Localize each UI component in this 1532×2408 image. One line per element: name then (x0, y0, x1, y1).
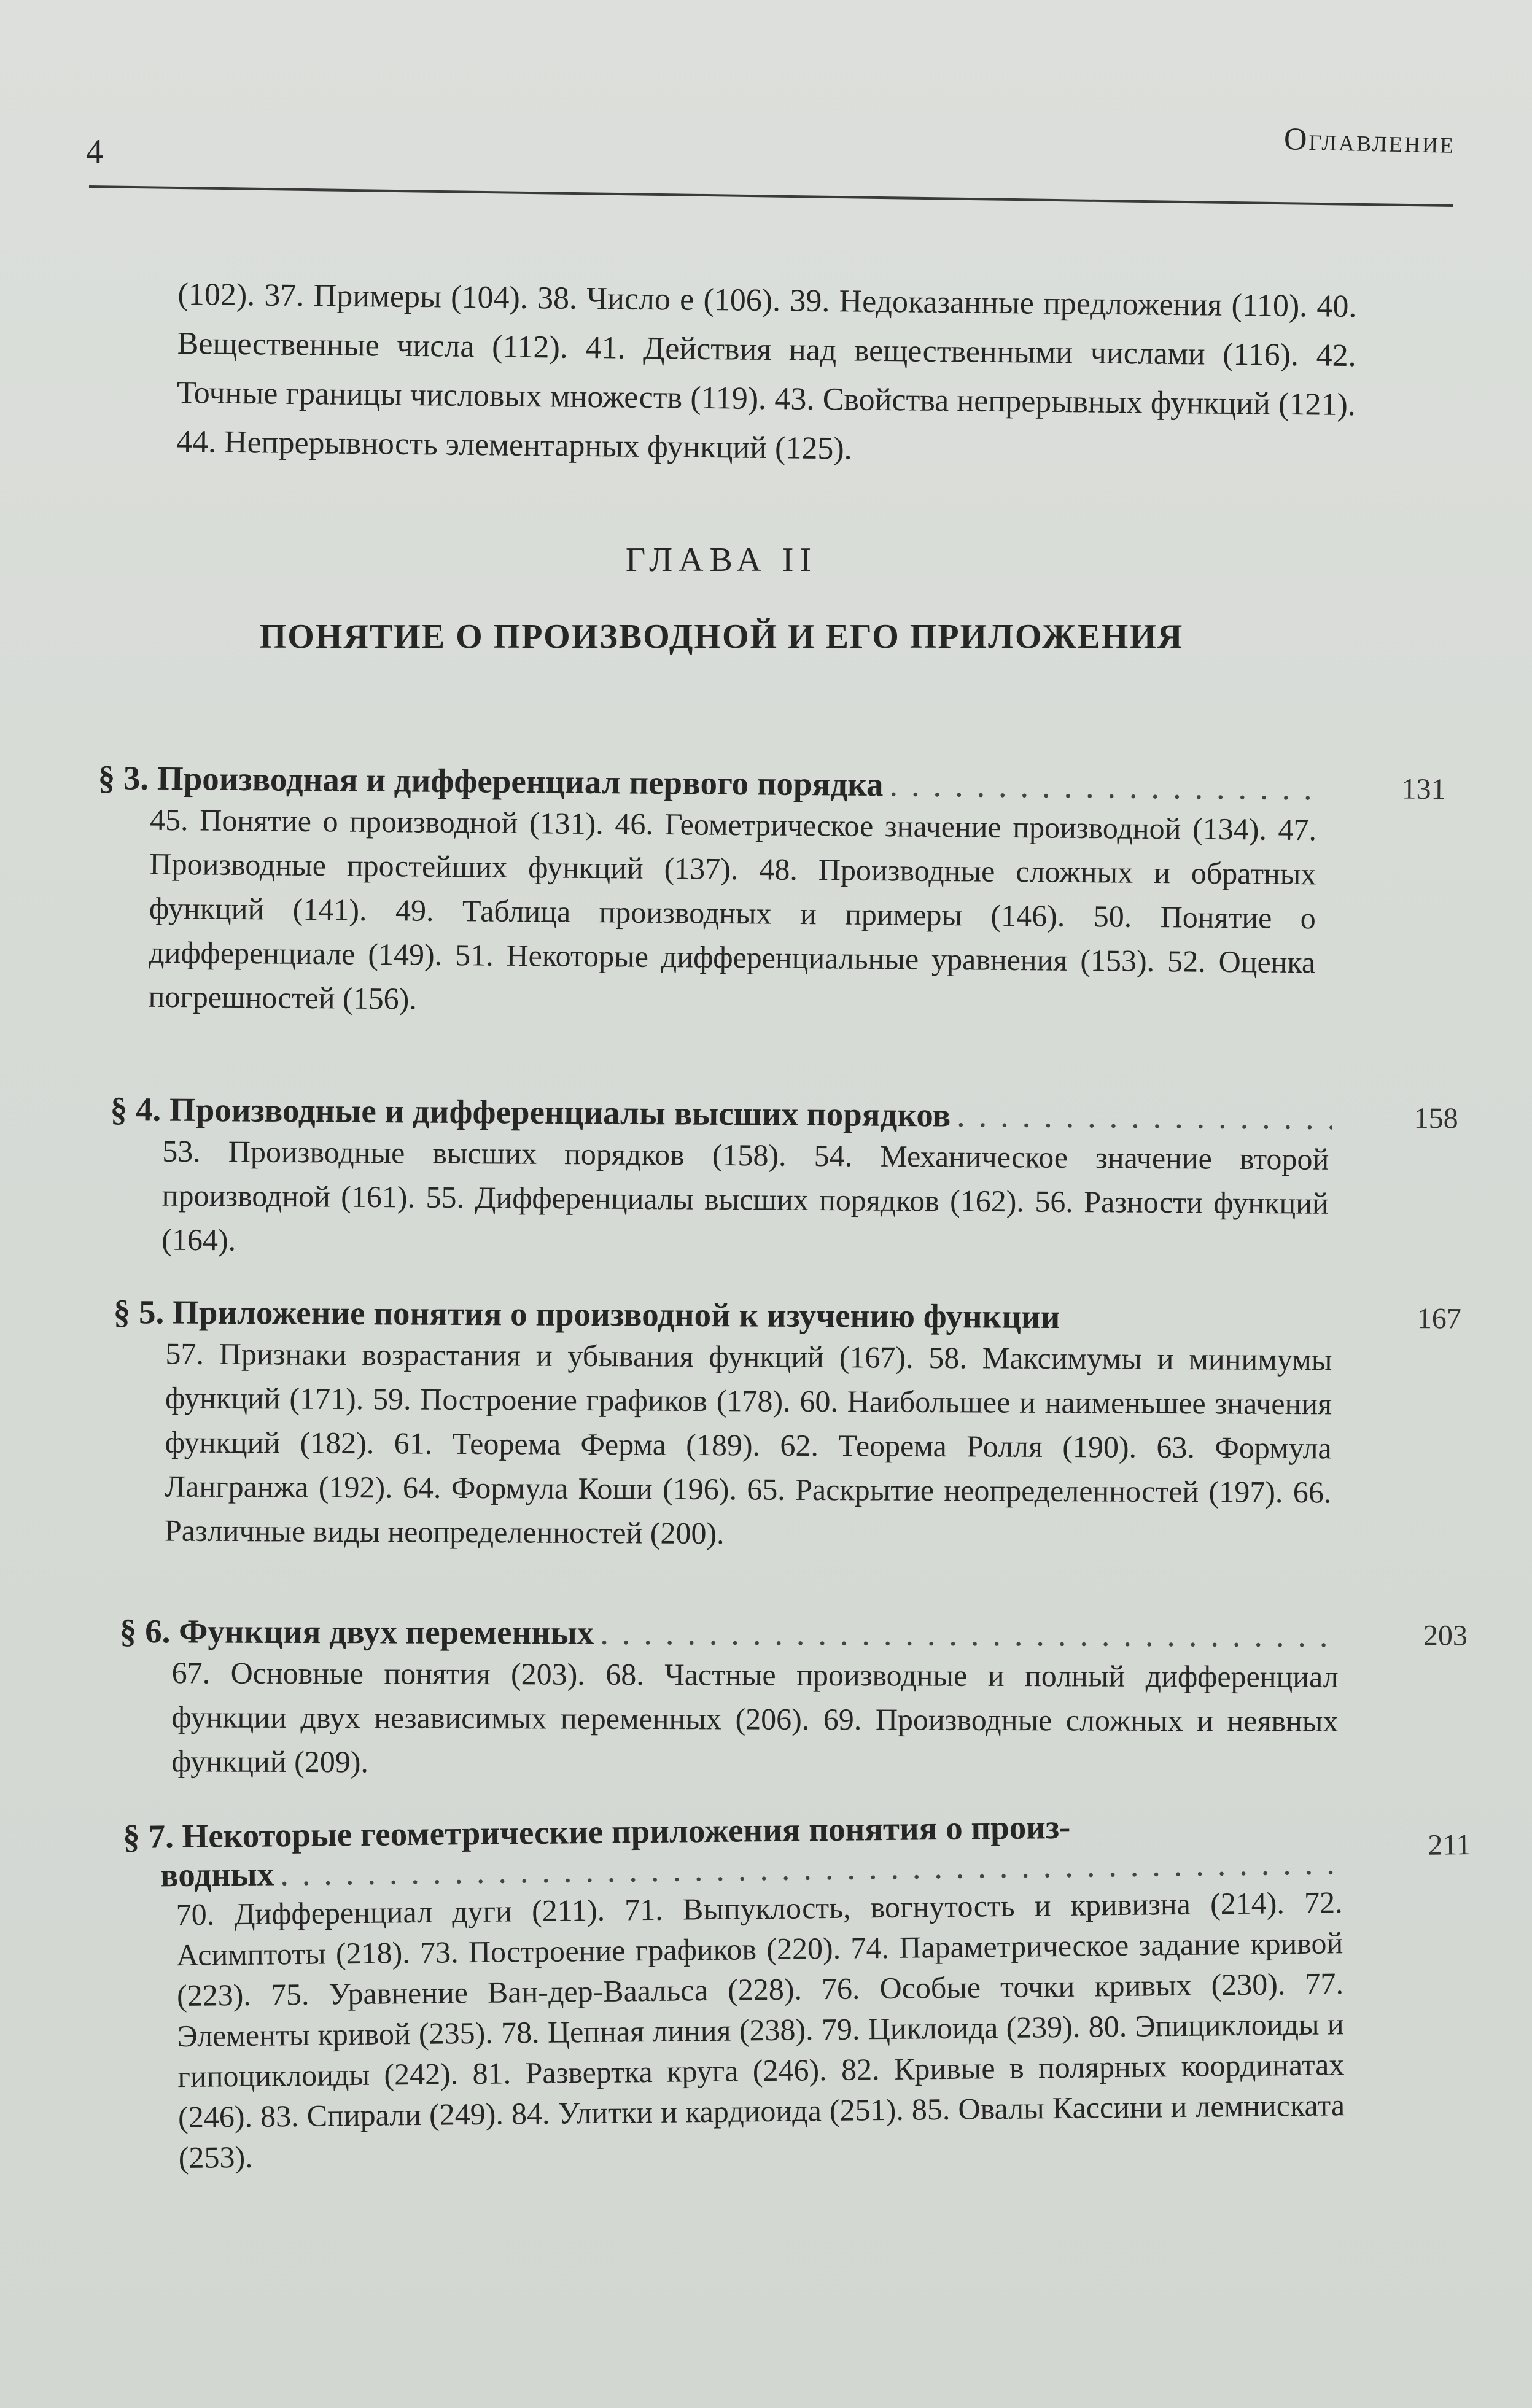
section-contents: 67. Основные понятия (203). 68. Частные производные и полный дифференциал функции двух независимых переменных (206). 69. Производные сложных и неявных функций (209). (171, 1655, 1339, 1779)
intro-paragraph: (102). 37. Примеры (104). 38. Число e (106). 39. Недоказанные предложения (110). 40. Вещественные числа (112). 41. Действия над вещественными числами (116). 42. Точные границы числовых множеств (119). 43. Свойства непрерывных функций (121). 44. Непрерывность элементарных функций (125). (176, 276, 1357, 467)
toc-section-4 (109, 1090, 1458, 1270)
section-title-line-1: § 7. Некоторые геометрические приложения понятия о произ- (123, 1808, 1071, 1855)
section-contents: 70. Дифференциал дуги (211). 71. Выпуклость, вогнутость и кривизна (214). 72. Асимптоты (218). 73. Построение графиков (220). 74. Параметрическое задание кривой (223). 75. Уравнение Ван-дер-Ваальса (228). 76. Особые точки кривых (230). 77. Элементы кривой (235). 78. Цепная линия (238). 79. Циклоида (239). 80. Эпициклоиды и гипоциклоиды (242). 81. Развертка круга (246). 82. Кривые в полярных координатах (246). 83. Спирали (249). 84. Улитки и кардиоида (251). 85. Овалы Кассини и лемниската (253). (176, 1885, 1345, 2175)
section-page-number: 131 (1401, 772, 1446, 806)
section-contents: 57. Признаки возрастания и убывания функций (167). 58. Максимумы и минимумы функций (171). 59. Построение графиков (178). 60. Наибольшее и наименьшее значения функций (182). 61. Теорема Ферма (189). 62. Теорема Ролля (190). 63. Формула Лангранжа (192). 64. Формула Коши (196). 65. Раскрытие неопределенностей (197). 66. Различные виды неопределенностей (200). (164, 1336, 1332, 1551)
section-page-number: 203 (1423, 1619, 1468, 1652)
section-title: § 6. Функция двух переменных (119, 1612, 594, 1652)
running-title: Оглавление (1283, 122, 1456, 160)
section-page-number: 211 (1428, 1828, 1471, 1862)
section-heading (114, 1292, 1336, 1337)
header-rule (89, 185, 1453, 207)
chapter-title: ПОНЯТИЕ О ПРОИЗВОДНОЙ И ЕГО ПРИЛОЖЕНИЯ (259, 618, 1184, 656)
toc-section-5 (112, 1292, 1461, 1559)
section-title-line-2: водных (160, 1855, 274, 1894)
section-page-number: 167 (1417, 1302, 1461, 1335)
section-heading (120, 1612, 1342, 1655)
section-title: § 4. Производные и дифференциалы высших порядков (110, 1090, 951, 1134)
dot-leader (600, 1614, 1342, 1655)
toc-section-7 (123, 1803, 1474, 2178)
page-number: 4 (86, 133, 103, 171)
section-heading (123, 1804, 1345, 1895)
dot-leader (889, 765, 1320, 807)
section-title: § 5. Приложение понятия о производной к изучению функции (113, 1293, 1060, 1336)
dot-leader (957, 1096, 1332, 1137)
chapter-label: ГЛАВА II (625, 541, 818, 579)
section-contents: 53. Производные высших порядков (158). 54. Механическое значение второй производной (161). 55. Дифференциалы высших порядков (162). 56. Разности функций (164). (161, 1133, 1329, 1257)
section-title: § 3. Производная и дифференциал первого порядка (98, 759, 884, 804)
toc-section-3 (96, 758, 1446, 1030)
section-page-number: 158 (1413, 1101, 1458, 1135)
section-contents: 45. Понятие о производной (131). 46. Геометрическое значение производной (134). 47. Производные простейших функций (137). 48. Производные сложных и обратных функций (141). 49. Таблица производных и примеры (146). 50. Понятие о дифференциале (149). 51. Некоторые дифференциальные уравнения (153). 52. Оценка погрешностей (156). (148, 802, 1317, 1016)
toc-section-6 (119, 1612, 1468, 1788)
